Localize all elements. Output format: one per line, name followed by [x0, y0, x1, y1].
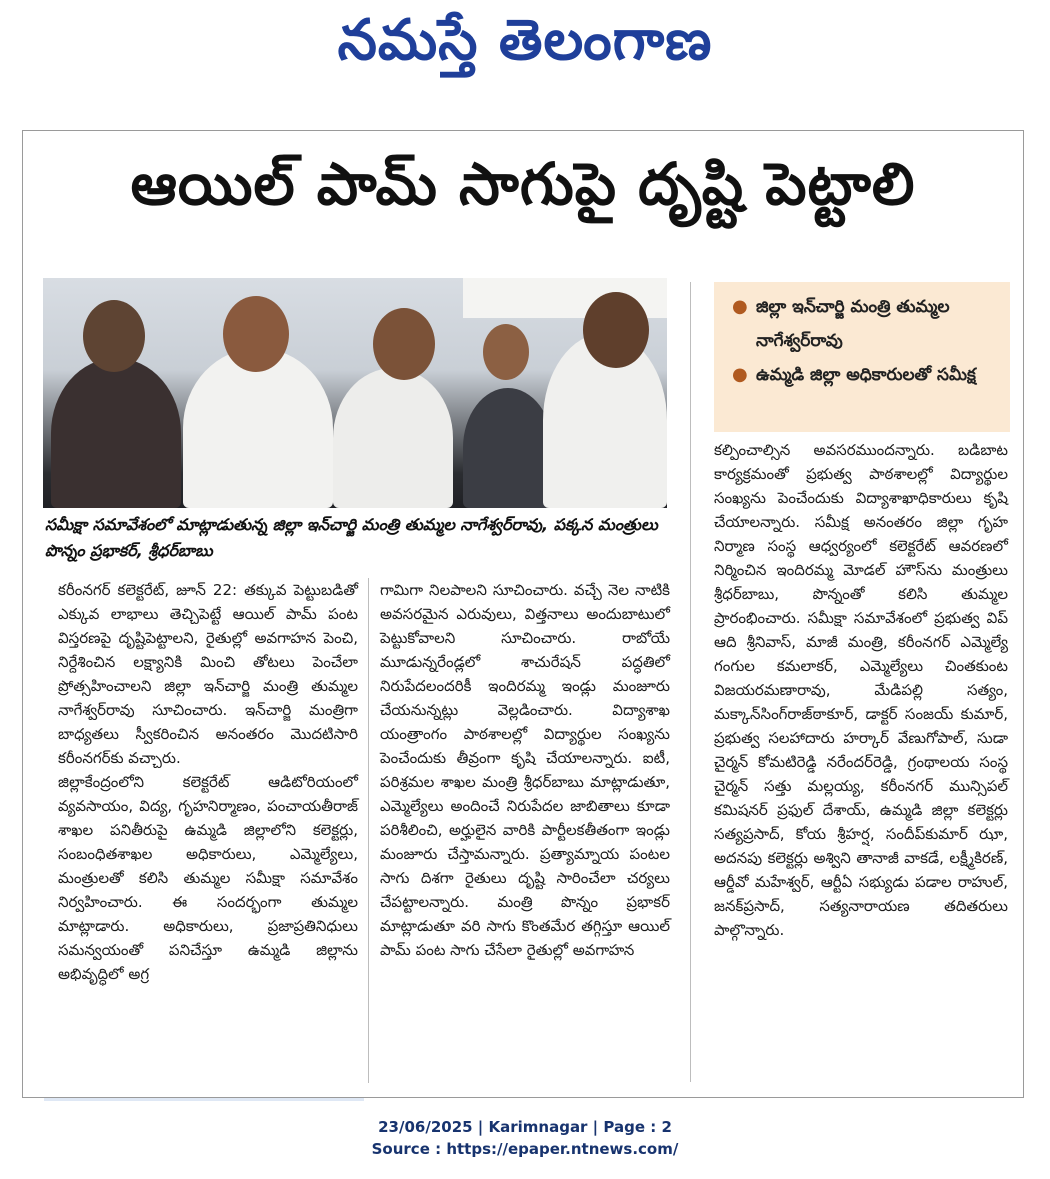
article-paragraph: గామిగా నిలపాలని సూచించారు. వచ్చే నెల నాటికి అవసరమైన ఎరువులు, విత్తనాలు అందుబాటులో పెట్టుకోవాలని సూచించారు. రాబోయే మూడున్నరేండ్లలో శాచురేషన్ పద్ధతిలో నిరుపేదలందరికీ ఇందిరమ్మ ఇండ్లు మంజూరు చేయనున్నట్లు వెల్లడించారు. విద్యాశాఖ యంత్రాంగం పాఠశాలల్లో విద్యార్థుల సంఖ్యను పెంచేందుకు తీవ్రంగా కృషి చేయాలన్నారు. ఐటీ, పరిశ్రమల శాఖల మంత్రి శ్రీధర్‌బాబు మాట్లాడుతూ, ఎమ్మెల్యేలు అందించే నిరుపేదల జాబితాలు కూడా పరిశీలించి, అర్హులైన వారికి పార్టీలకతీతంగా ఇండ్లు మంజూరు చేస్తామన్నారు. ప్రత్యామ్నాయ పంటల సాగు దిశగా రైతులు దృష్టి సారించేలా చర్యలు చేపట్టాలన్నారు. మంత్రి పొన్నం ప్రభాకర్ మాట్లాడుతూ వరి సాగు కొంతమేర తగ్గిస్తూ ఆయిల్ పామ్ పంట సాగు చేసేలా రైతుల్లో అవగాహన	[380, 581, 670, 959]
article-paragraph: కరీంనగర్ కలెక్టరేట్, జూన్ 22: తక్కువ పెట్టుబడితో ఎక్కువ లాభాలు తెచ్చిపెట్టే ఆయిల్ పామ్ పంట విస్తరణపై దృష్టిపెట్టాలని, రైతుల్లో అవగాహన పెంచి, నిర్దేశించిన లక్ష్యానికి మించి తోటలు పెంచేలా ప్రోత్సహించాలని జిల్లా ఇన్‌చార్జి మంత్రి తుమ్మల నాగేశ్వర్‌రావు సూచించారు. ఇన్‌చార్జి మంత్రిగా బాధ్యతలు స్వీకరించిన అనంతరం మొదటిసారి కరీంనగర్‌కు వచ్చారు.	[58, 581, 358, 767]
highlight-text: జిల్లా ఇన్‌చార్జి మంత్రి తుమ్మల నాగేశ్వర్‌రావు	[756, 297, 950, 351]
column-divider	[690, 282, 691, 1082]
highlight-item	[728, 358, 1000, 392]
article-column-2	[380, 578, 670, 962]
highlight-item	[728, 290, 1000, 358]
photo-person-1-head	[83, 300, 145, 372]
photo-person-3	[333, 368, 453, 508]
photo-person-5-head	[583, 292, 649, 368]
photo-person-3-head	[373, 308, 435, 380]
article-column-3	[714, 438, 1008, 942]
article-headline: ఆయిల్ పామ్ సాగుపై దృష్టి పెట్టాలి	[130, 150, 916, 218]
article-paragraph: జిల్లాకేంద్రంలోని కలెక్టరేట్ ఆడిటోరియంలో వ్యవసాయం, విద్య, గృహనిర్మాణం, పంచాయతీరాజ్ శాఖల పనితీరుపై ఉమ్మడి జిల్లాలోని కలెక్టర్లు, సంబంధితశాఖల అధికారులు, ఎమ్మెల్యేలు, మంత్రులతో కలిసి తుమ్మల సమీక్షా సమావేశం నిర్వహించారు. ఈ సందర్భంగా తుమ్మల మాట్లాడారు. అధికారులు, ప్రజాప్రతినిధులు సమన్వయంతో పనిచేస్తూ ఉమ్మడి జిల్లాను అభివృద్ధిలో అగ్ర	[58, 773, 358, 983]
photo-person-4-head	[483, 324, 529, 380]
column-divider	[368, 578, 369, 1083]
photo-person-4	[463, 388, 553, 508]
article-photo	[43, 278, 667, 508]
masthead-logo: నమస్తే తెలంగాణ	[337, 8, 713, 73]
footer-date-line: 23/06/2025 | Karimnagar | Page : 2	[378, 1118, 672, 1136]
highlights-box	[714, 282, 1010, 432]
article-column-1	[58, 578, 358, 986]
footer-source-line: Source : https://epaper.ntnews.com/	[371, 1140, 679, 1158]
photo-caption: సమీక్షా సమావేశంలో మాట్లాడుతున్న జిల్లా ఇన్‌చార్జి మంత్రి తుమ్మల నాగేశ్వర్‌రావు, పక్కన మంత్రులు పొన్నం ప్రభాకర్, శ్రీధర్‌బాబు	[45, 515, 658, 560]
photo-person-2	[183, 348, 333, 508]
bullet-icon: ●	[732, 364, 748, 385]
photo-person-2-head	[223, 296, 289, 372]
highlight-text: ఉమ్మడి జిల్లా అధికారులతో సమీక్ష	[756, 365, 976, 385]
bullet-icon: ●	[732, 296, 748, 317]
article-paragraph: కల్పించాల్సిన అవసరముందన్నారు. బడిబాట కార్యక్రమంతో ప్రభుత్వ పాఠశాలల్లో విద్యార్థుల సంఖ్యను పెంచేందుకు విద్యాశాఖాధికారులు కృషి చేయాలన్నారు. సమీక్ష అనంతరం జిల్లా గృహ నిర్మాణ సంస్థ ఆధ్వర్యంలో కలెక్టరేట్ ఆవరణలో నిర్మించిన ఇందిరమ్మ మోడల్ హౌస్‌ను మంత్రులు శ్రీధర్‌బాబు, పొన్నంతో కలిసి తుమ్మల ప్రారంభించారు. సమీక్షా సమావేశంలో ప్రభుత్వ విప్ ఆది శ్రీనివాస్, మాజీ మంత్రి, కరీంనగర్ ఎమ్మెల్యే గంగుల కమలాకర్, ఎమ్మెల్యేలు చింతకుంట విజయరమణారావు, మేడిపల్లి సత్యం, మక్కాన్‌సింగ్‌రాజ్‌ఠాకూర్, డాక్టర్ సంజయ్ కుమార్, ప్రభుత్వ సలహాదారు హర్కార్ వేణుగోపాల్, సుడా చైర్మన్ కోమటిరెడ్డి నరేందర్‌రెడ్డి, గ్రంథాలయ సంస్థ చైర్మన్ సత్తు మల్లయ్య, కరీంనగర్ మున్సిపల్ కమిషనర్ ప్రఫుల్ దేశాయ్, ఉమ్మడి జిల్లా కలెక్టర్లు సత్యప్రసాద్, కోయ శ్రీహర్ష, సందీప్‌కుమార్ ఝా, అదనపు కలెక్టర్లు అశ్విని తానాజీ వాకడే, లక్ష్మీకిరణ్, ఆర్డీవో మహేశ్వర్, ఆర్టీఏ సభ్యుడు పడాల రాహుల్, జనక్‌ప్రసాద్, సత్యనారాయణ తదితరులు పాల్గొన్నారు.	[714, 441, 1008, 939]
bottom-highlight-strip	[44, 1098, 364, 1101]
photo-person-1	[51, 358, 181, 508]
